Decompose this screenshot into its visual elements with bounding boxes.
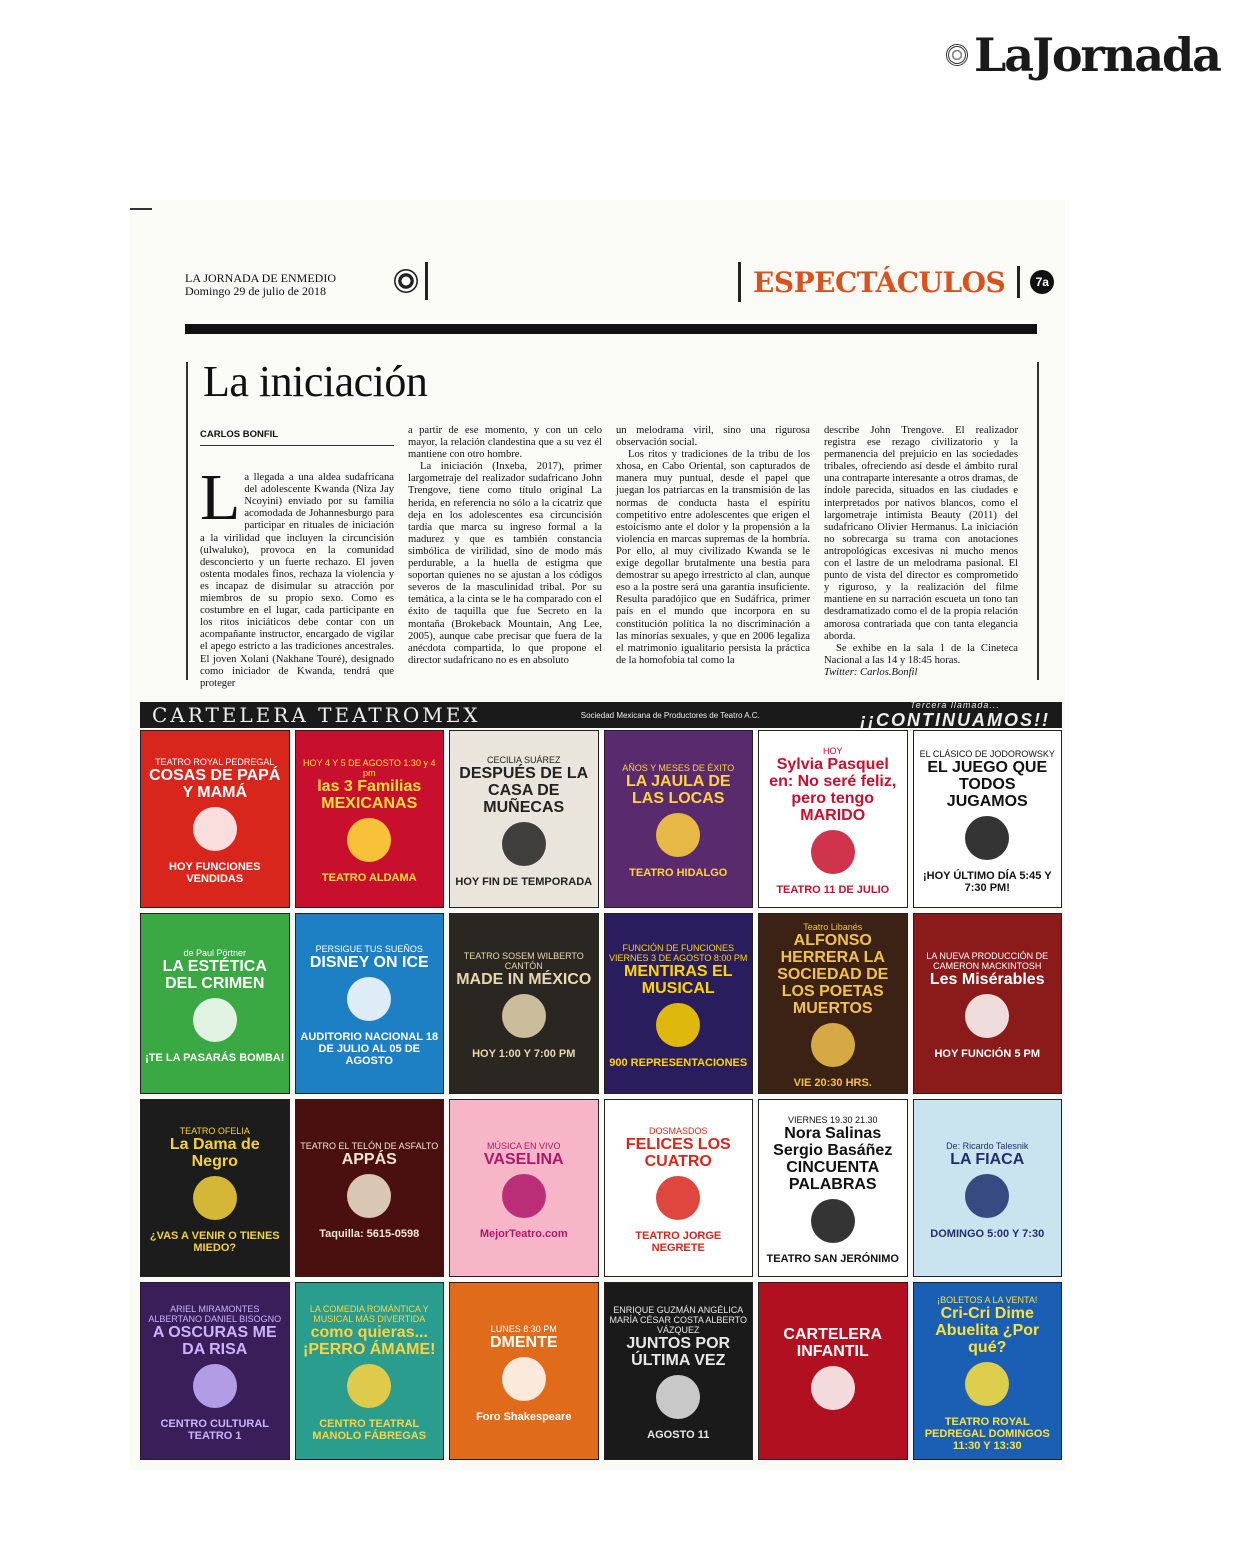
section-title: ESPECTÁCULOS (753, 265, 1006, 299)
article-column-4 (824, 425, 1018, 680)
teatromex-banner[interactable] (140, 699, 1062, 730)
ad-photo (502, 822, 546, 866)
ad-title: LA FIACA (950, 1150, 1025, 1168)
ad-title: COSAS DE PAPÁ Y MAMÁ (149, 767, 281, 801)
ad-photo (656, 1003, 700, 1047)
ad-title: Cri-Cri Dime Abuelita ¿Por qué? (935, 1304, 1040, 1356)
banner-right-top: Tercera llamada... (910, 699, 1000, 710)
ad-tagline: HOY 1:00 Y 7:00 PM (472, 1048, 576, 1060)
theater-ad[interactable] (604, 913, 754, 1094)
ad-tagline: CENTRO TEATRAL MANOLO FÁBREGAS (312, 1418, 427, 1442)
ad-subtitle: PERSIGUE TUS SUEÑOS (315, 944, 423, 954)
ad-title: JUNTOS POR ÚLTIMA VEZ (626, 1335, 731, 1369)
ad-tagline: ¿VAS A VENIR O TIENES MIEDO? (149, 1230, 280, 1254)
theater-ad[interactable] (295, 1099, 445, 1277)
ad-title: EL JUEGO QUE TODOS JUGAMOS (927, 758, 1048, 810)
ad-photo (965, 994, 1009, 1038)
theater-ad[interactable] (758, 913, 908, 1094)
ad-title: APPÁS (341, 1150, 397, 1168)
theater-ad[interactable] (140, 730, 290, 908)
theater-ad[interactable] (295, 730, 445, 908)
header-seal (386, 262, 428, 300)
ad-title: Sylvia Pasquel en: No seré feliz, pero tengo MARIDO (769, 756, 897, 824)
ad-tagline: HOY FUNCIONES VENDIDAS (169, 861, 261, 885)
logo-emblem-icon (946, 44, 968, 66)
ad-title: LA ESTÉTICA DEL CRIMEN (162, 957, 267, 992)
ad-photo (347, 818, 391, 862)
theater-ad[interactable] (758, 730, 908, 908)
article-byline: CARLOS BONFIL (200, 425, 394, 446)
la-jornada-logo[interactable] (946, 28, 1220, 82)
ad-photo (656, 1176, 700, 1220)
ad-title: Les Misérables (929, 971, 1045, 988)
theater-ad[interactable] (140, 1282, 290, 1460)
ad-tagline: ¡HOY ÚLTIMO DÍA 5:45 Y 7:30 PM! (922, 869, 1052, 894)
ad-tagline: Taquilla: 5615-0598 (319, 1227, 420, 1240)
ad-photo (502, 1174, 546, 1218)
ad-tagline: TEATRO 11 DE JULIO (776, 884, 890, 896)
ad-subtitle: DOSMASDOS (648, 1126, 708, 1136)
banner-left-title: CARTELERA TEATROMEX (152, 703, 481, 727)
ad-subtitle: ARIEL MIRAMONTES ALBERTANO DANIEL BISOGNO (148, 1304, 282, 1324)
ad-title: VASELINA (483, 1150, 564, 1168)
ad-title: A OSCURAS ME DA RISA (152, 1324, 277, 1358)
article-twitter: Twitter: Carlos.Bonfil (824, 666, 918, 678)
theater-ad[interactable] (913, 1099, 1063, 1277)
ad-tagline: TEATRO HIDALGO (629, 867, 728, 879)
ad-title: DISNEY ON ICE (309, 954, 429, 971)
banner-right-main: ¡¡CONTINUAMOS!! (860, 709, 1050, 730)
column-4-paragraph-1: describe John Trengove. El realizador registra ese rezago civilizatorio y la permanencia del prejuicio en las sociedades tribales, ofreciendo así desde el ámbito rural una contraparte interesante a otros dramas, de índole parecida, situados en las ciudades e interpretados por nativos blancos, como el largometraje intimista Beauty (2011) del sudafricano Olivier Hermanus. La iniciación no sobrecarga su trama con anotaciones antropológicas excesivas ni mucho menos con el lastre de un melodrama pasional. El punto de vista del director es comprometido y riguroso, y la realización del filme mantiene en su narración escueta un tono tan desdramatizado como el de la propia relación amorosa contrariada que con tanta elegancia aborda. (824, 425, 1018, 642)
ad-subtitle: TEATRO EL TELÓN DE ASFALTO (300, 1140, 439, 1151)
ad-title: CARTELERA INFANTIL (783, 1326, 883, 1360)
ad-subtitle: HOY 4 Y 5 DE AGOSTO 1:30 y 4 pm (303, 758, 436, 778)
ad-photo (347, 977, 391, 1021)
ad-subtitle: De: Ricardo Talesnik (946, 1140, 1029, 1151)
ad-photo (193, 1176, 237, 1220)
theater-ad[interactable] (758, 1099, 908, 1277)
ad-photo (811, 1366, 855, 1410)
edition-date: Domingo 29 de julio de 2018 (185, 284, 326, 298)
theater-ad[interactable] (140, 1099, 290, 1277)
ad-tagline: HOY FUNCIÓN 5 PM (934, 1048, 1041, 1060)
page-header-right (738, 262, 1054, 302)
ad-photo (965, 816, 1009, 860)
ad-title: DMENTE (489, 1333, 558, 1351)
edition-name: LA JORNADA DE ENMEDIO (185, 271, 336, 285)
ad-subtitle: FUNCIÓN DE FUNCIONES VIERNES 3 DE AGOSTO 8:00 PM (609, 942, 748, 963)
ad-title: MADE IN MÉXICO (456, 971, 592, 988)
ad-photo (347, 1174, 391, 1218)
theater-ad[interactable] (758, 1282, 908, 1460)
ad-tagline: VIE 20:30 HRS. (793, 1077, 872, 1089)
article-column-2 (408, 425, 602, 680)
ad-photo (193, 807, 237, 851)
theater-ad[interactable] (913, 730, 1063, 908)
ad-photo (502, 994, 546, 1038)
ad-subtitle: CECILIA SUÁREZ (486, 754, 561, 765)
ad-photo (811, 1199, 855, 1243)
ad-tagline: MejorTeatro.com (479, 1227, 568, 1240)
ad-tagline: 900 REPRESENTACIONES (609, 1056, 748, 1069)
ad-title: LA JAULA DE LAS LOCAS (625, 773, 731, 807)
ad-tagline: AUDITORIO NACIONAL 18 DE JULIO AL 05 DE AGOSTO (300, 1031, 439, 1067)
ad-title: Nora Salinas Sergio Basáñez CINCUENTA PALABRAS (773, 1125, 893, 1193)
column-3-paragraph-1: un melodrama viril, sino una rigurosa observación social. (616, 425, 810, 449)
ad-subtitle: LA COMEDIA ROMÁNTICA Y MUSICAL MÁS DIVERTIDA (309, 1304, 429, 1324)
ad-photo (347, 1364, 391, 1408)
ad-subtitle: MÚSICA EN VIVO (486, 1140, 561, 1151)
ad-tagline: AGOSTO 11 (647, 1429, 710, 1441)
theater-ad[interactable] (604, 730, 754, 908)
ad-subtitle: de Paul Pörtner (183, 947, 247, 958)
theater-ad[interactable] (449, 913, 599, 1094)
ad-subtitle: TEATRO ROYAL PEDREGAL (155, 757, 275, 767)
theater-ad[interactable] (604, 1099, 754, 1277)
banner-society-name: Sociedad Mexicana de Productores de Teatro A.C. (580, 710, 760, 720)
ad-subtitle: TEATRO SOSEM WILBERTO CANTÓN (463, 951, 584, 971)
seal-icon (394, 269, 418, 293)
ad-subtitle: ¡BOLETOS A LA VENTA! (937, 1294, 1038, 1305)
ad-title: MENTIRAS EL MUSICAL (624, 962, 733, 997)
header-separator (1017, 266, 1020, 298)
article-column-3 (616, 425, 810, 680)
ad-photo (811, 830, 855, 874)
ad-photo (965, 1174, 1009, 1218)
theater-ad[interactable] (913, 913, 1063, 1094)
ad-tagline: TEATRO ALDAMA (321, 872, 417, 884)
ad-photo (502, 1357, 546, 1401)
theater-ad[interactable] (449, 1099, 599, 1277)
ad-subtitle: ENRIQUE GUZMÁN ANGÉLICA MARÍA CÉSAR COSTA ALBERTO VÁZQUEZ (609, 1305, 748, 1335)
page-header-left (185, 272, 336, 298)
ad-subtitle: EL CLÁSICO DE JODOROWSKY (919, 748, 1055, 759)
ad-title: ALFONSO HERRERA LA SOCIEDAD DE LOS POETAS MUERTOS (777, 932, 889, 1017)
ad-title: DESPUÉS DE LA CASA DE MUÑECAS (459, 764, 589, 816)
scan-mark (130, 208, 152, 210)
column-1-text: a llegada a una aldea sudafricana del adolescente Kwanda (Niza Jay Ncoyini) enviado por su familia acomodada de Johannesburgo para participar en rituales de iniciación a la virilidad que incluyen la circuncisión (ulwaluko), provoca en la comunidad desconcierto y un fuerte rechazo. El joven ostenta modales finos, rechaza la violencia y es incapaz de disimular su atracción por miembros de su propio sexo. Como es costumbre en el lugar, cada participante en los ritos iniciáticos debe contar con un acompañante instructor, encargado de vigilar el apego estricto a las tradiciones ancestrales. El joven Xolani (Nakhane Touré), designado como iniciador de Kwanda, tendrá que proteger (200, 472, 394, 689)
theater-ad[interactable] (449, 730, 599, 908)
ad-tagline: TEATRO ROYAL PEDREGAL DOMINGOS 11:30 Y 13:30 (924, 1415, 1050, 1452)
theater-ad[interactable] (913, 1282, 1063, 1460)
ad-title: las 3 Familias MEXICANAS (317, 778, 422, 812)
article-body (200, 425, 1018, 689)
column-3-paragraph-2: Los ritos y tradiciones de la tribu de los xhosa, en Cabo Oriental, son capturados de manera muy puntual, desde el papel que juegan los patriarcas en la transmisión de las normas de conducta hasta el espíritu competitivo entre adolescentes que erigen el estoicismo ante el dolor y la propensión a la violencia en marcas supremas de la hombría. Por ello, al muy civilizado Kwanda se le exige degollar brutalmente una bestia para demostrar su apego irrestricto al clan, aunque eso a la postre será una garantía insuficiente. Resulta paradójico que en Sudáfrica, primer país en el mundo que incorpora en su constitución política la no discriminación a las minorías sexuales, y que en 2006 legaliza el matrimonio igualitario persista la práctica de la homofobia tal como la (616, 449, 810, 666)
drop-cap: L (200, 461, 241, 535)
theater-ad[interactable] (604, 1282, 754, 1460)
ad-title: como quieras... ¡PERRO ÁMAME! (303, 1324, 436, 1358)
header-rule (185, 324, 1037, 334)
ad-subtitle: VIERNES 19.30 21.30 (787, 1115, 878, 1125)
ad-photo (965, 1362, 1009, 1406)
ad-tagline: TEATRO SAN JERÓNIMO (766, 1253, 899, 1265)
ad-title: FELICES LOS CUATRO (625, 1136, 731, 1170)
column-2-paragraph-1: a partir de ese momento, y con un celo mayor, la relación clandestina que a su vez él mantiene con otro hombre. (408, 425, 602, 461)
ad-tagline: Foro Shakespeare (476, 1410, 572, 1423)
ad-photo (811, 1023, 855, 1067)
ad-tagline: DOMINGO 5:00 Y 7:30 (930, 1227, 1045, 1240)
ad-photo (656, 1375, 700, 1419)
page-number: 7a (1030, 270, 1054, 294)
column-4-paragraph-2: Se exhibe en la sala 1 de la Cineteca Nacional a las 14 y 18:45 horas. (824, 642, 1018, 666)
column-2-paragraph-2: La iniciación (Inxeba, 2017), primer largometraje del realizador sudafricano John Trengove, tiene como título original La herida, en referencia no sólo a la cicatriz que deja en los adolescentes esa circuncisión tardía que marca su ingreso formal a la madurez y que es también constancia simbólica de virilidad, sino de modo más perdurable, a la huella de estigma que soportan quienes no se ajustan a los códigos severos de la masculinidad tribal. Por su temática, a la cinta se le ha comparado con el éxito de taquilla que fue Secreto en la montaña (Brokeback Mountain, Ang Lee, 2005), aunque cabe precisar que fuera de la anécdota compartida, lo que propone el director sudafricano no es en absoluto (408, 461, 602, 666)
banner-right (860, 700, 1050, 731)
ad-subtitle: Teatro Libanés (803, 922, 863, 932)
article-title: La iniciación (203, 357, 428, 406)
logo-text: LaJornada (973, 28, 1220, 82)
ad-photo (193, 998, 237, 1042)
ad-subtitle: AÑOS Y MESES DE ÉXITO (622, 763, 735, 773)
ad-subtitle: LUNES 8:30 PM (490, 1323, 557, 1334)
ad-subtitle: TEATRO OFELIA (179, 1126, 250, 1136)
theater-ad[interactable] (295, 1282, 445, 1460)
ad-subtitle: HOY (822, 746, 843, 756)
ad-title: La Dama de Negro (169, 1136, 260, 1170)
ad-photo (193, 1364, 237, 1408)
theater-ad[interactable] (140, 913, 290, 1094)
ad-tagline: HOY FIN DE TEMPORADA (455, 875, 593, 888)
ad-photo (656, 813, 700, 857)
ad-tagline: ¡TE LA PASARÁS BOMBA! (145, 1051, 285, 1064)
ad-tagline: TEATRO JORGE NEGRETE (635, 1230, 722, 1254)
article-column-1 (200, 425, 394, 689)
ad-subtitle: LA NUEVA PRODUCCIÓN DE CAMERON MACKINTOSH (926, 951, 1049, 971)
theater-ad[interactable] (449, 1282, 599, 1460)
theater-ad[interactable] (295, 913, 445, 1094)
theater-ads-grid (140, 730, 1062, 1460)
ad-tagline: CENTRO CULTURAL TEATRO 1 (160, 1418, 270, 1442)
